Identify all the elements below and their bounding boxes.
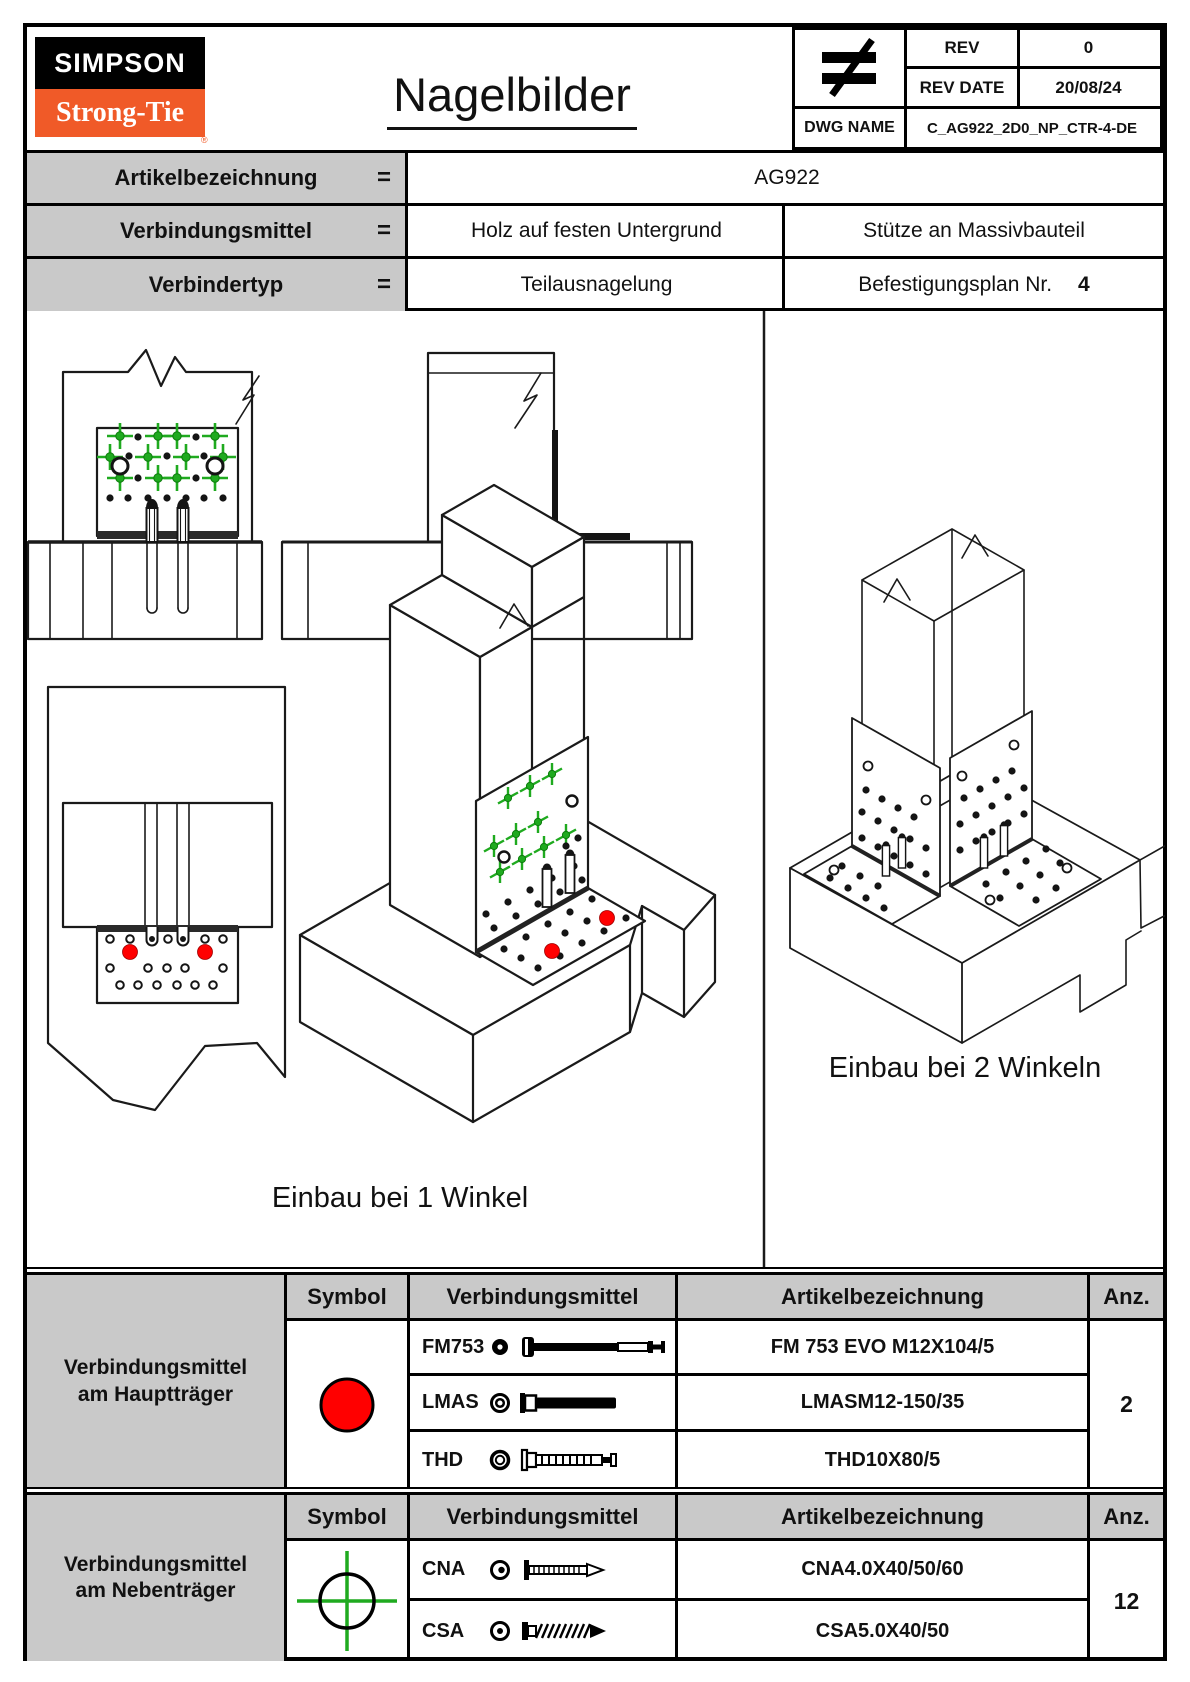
artikel-value: AG922 xyxy=(754,166,820,189)
green-crosshair-circle-icon xyxy=(292,1546,402,1656)
info-row-verbindungsmittel xyxy=(27,206,1163,259)
rev-value: 0 xyxy=(1017,27,1163,69)
csa-screw-icon xyxy=(488,1613,673,1649)
rev-date-label: REV DATE xyxy=(904,66,1020,109)
symbol-sec-cell xyxy=(287,1541,410,1661)
row-cna-fastener: CNA xyxy=(410,1541,678,1601)
anchor-red-dot xyxy=(545,944,560,959)
befestigungsplan-label: Befestigungsplan Nr. xyxy=(858,273,1053,296)
fm753-anchor-icon xyxy=(488,1329,673,1365)
qty-sec: 12 xyxy=(1113,1587,1140,1614)
anchor-red-dot xyxy=(600,911,615,926)
caption-one-winkel: Einbau bei 1 Winkel xyxy=(271,1182,529,1214)
equals-sign: = xyxy=(376,217,391,244)
header-article: Artikelbezeichnung xyxy=(678,1275,1090,1321)
row-fm753-article: FM 753 EVO M12X104/5 xyxy=(678,1321,1090,1376)
projection-symbol-cell xyxy=(792,27,907,109)
verbindungsmittel-col2: Stütze an Massivbauteil xyxy=(863,219,1085,242)
simpson-strongtie-logo xyxy=(35,37,208,145)
technical-drawing xyxy=(25,311,1165,1269)
verbindertyp-col1: Teilausnagelung xyxy=(411,259,785,311)
header-qty: Anz. xyxy=(1090,1495,1163,1541)
plan-view xyxy=(48,687,285,1110)
header-fastener: Verbindungsmittel xyxy=(410,1275,678,1321)
rev-date-value: 20/08/24 xyxy=(1017,66,1163,109)
caption-two-winkeln: Einbau bei 2 Winkeln xyxy=(828,1052,1102,1084)
row-csa-fastener: CSA xyxy=(410,1601,678,1661)
anchor-red-dot xyxy=(198,945,213,960)
red-filled-circle-icon xyxy=(312,1370,382,1440)
header-symbol: Symbol xyxy=(287,1495,410,1541)
iso-view-2 xyxy=(790,529,1165,1043)
rev-block xyxy=(792,27,1163,150)
table-sec-label: Verbindungsmittel am Nebenträger xyxy=(27,1495,287,1661)
row-cna-article: CNA4.0X40/50/60 xyxy=(678,1541,1090,1601)
anchor-red-dot xyxy=(123,945,138,960)
info-label: Artikelbezeichnung xyxy=(114,165,318,190)
not-equal-projection-icon xyxy=(810,37,890,99)
logo-simpson: SIMPSON xyxy=(35,37,205,89)
header xyxy=(27,27,1163,150)
fastener-table-sec xyxy=(27,1492,1163,1658)
info-label: Verbindungsmittel xyxy=(120,218,312,243)
verbindungsmittel-col1: Holz auf festen Untergrund xyxy=(411,206,785,256)
thd-screw-icon xyxy=(488,1442,673,1478)
dwg-name-label: DWG NAME xyxy=(792,106,907,150)
rev-label: REV xyxy=(904,27,1020,69)
dwg-name-value: C_AG922_2D0_NP_CTR-4-DE xyxy=(904,106,1163,150)
registered-mark: ® xyxy=(201,135,208,145)
row-lmas-fastener: LMAS xyxy=(410,1376,678,1432)
header-qty: Anz. xyxy=(1090,1275,1163,1321)
fastener-table-main xyxy=(27,1272,1163,1485)
info-label: Verbindertyp xyxy=(148,272,284,297)
row-thd-fastener: THD xyxy=(410,1432,678,1488)
row-fm753-fastener: FM753 xyxy=(410,1321,678,1376)
lmas-anchor-icon xyxy=(488,1385,673,1421)
befestigungsplan-cell xyxy=(785,259,1163,311)
header-symbol: Symbol xyxy=(287,1275,410,1321)
front-view xyxy=(28,350,262,639)
info-row-artikel xyxy=(27,153,1163,206)
symbol-main-cell xyxy=(287,1321,410,1488)
qty-main: 2 xyxy=(1120,1391,1133,1417)
info-row-verbindertyp xyxy=(27,259,1163,311)
table-main-label: Verbindungsmittel am Hauptträger xyxy=(27,1275,287,1488)
equals-sign: = xyxy=(376,271,391,298)
row-csa-article: CSA5.0X40/50 xyxy=(678,1601,1090,1661)
cna-nail-icon xyxy=(488,1552,673,1588)
row-thd-article: THD10X80/5 xyxy=(678,1432,1090,1488)
header-article: Artikelbezeichnung xyxy=(678,1495,1090,1541)
logo-strongtie: Strong-Tie xyxy=(35,89,205,137)
header-fastener: Verbindungsmittel xyxy=(410,1495,678,1541)
row-lmas-article: LMASM12-150/35 xyxy=(678,1376,1090,1432)
befestigungsplan-number: 4 xyxy=(1078,273,1090,296)
equals-sign: = xyxy=(376,164,391,191)
info-table xyxy=(27,150,1163,311)
page-title: Nagelbilder xyxy=(262,67,762,122)
